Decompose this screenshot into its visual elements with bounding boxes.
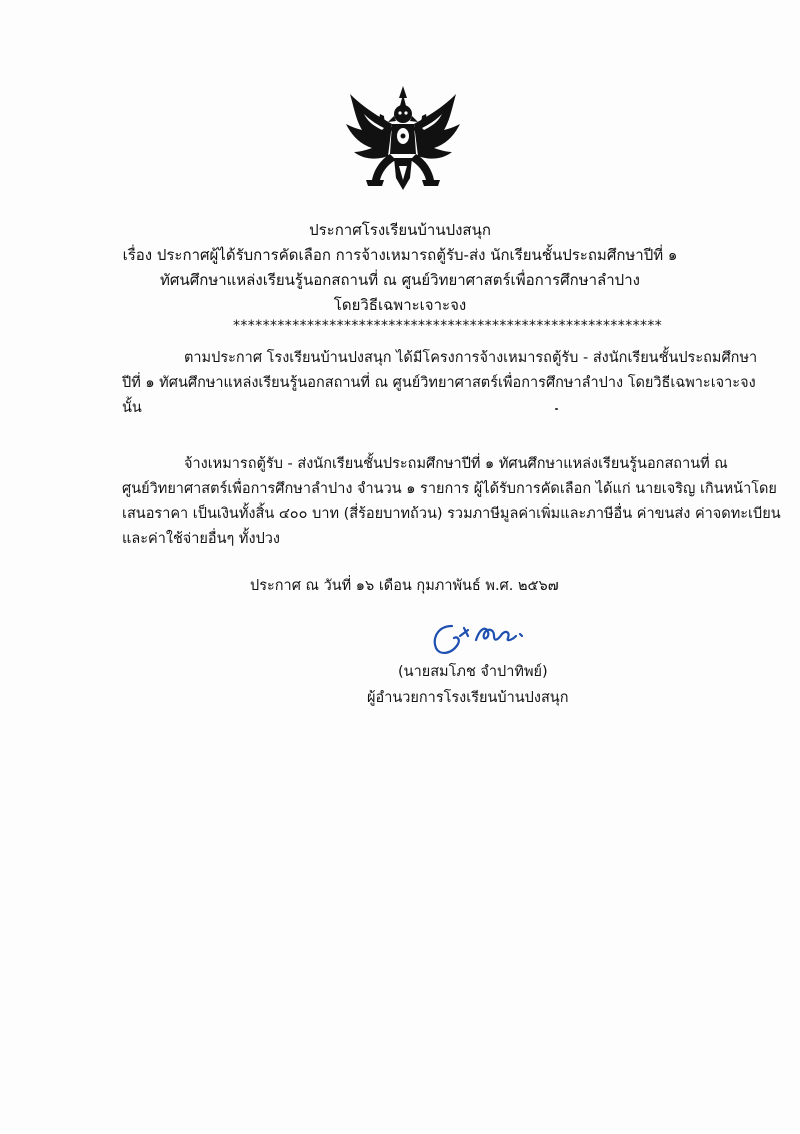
announcement-date: ประกาศ ณ วันที่ ๑๖ เดือน กุมภาพันธ์ พ.ศ. ๒๕๖๗ bbox=[250, 578, 559, 594]
paragraph-2-line-2: ศูนย์วิทยาศาสตร์เพื่อการศึกษาลำปาง จำนวน ๑ รายการ ผู้ได้รับการคัดเลือก ได้แก่ นายเจริญ เกินหน้าโดย bbox=[122, 481, 777, 497]
garuda-emblem-icon bbox=[344, 84, 462, 196]
subject-line-1: เรื่อง ประกาศผู้ได้รับการคัดเลือก การจ้างเหมารถตู้รับ-ส่ง นักเรียนชั้นประถมศึกษาปีที่ ๑ bbox=[122, 246, 678, 264]
paragraph-1-line-1: ตามประกาศ โรงเรียนบ้านปงสนุก ได้มีโครงการจ้างเหมารถตู้รับ - ส่งนักเรียนชั้นประถมศึกษา bbox=[184, 350, 758, 366]
subject-line-2: ทัศนศึกษาแหล่งเรียนรู้นอกสถานที่ ณ ศูนย์วิทยาศาสตร์เพื่อการศึกษาลำปาง bbox=[160, 271, 640, 289]
signer-name: (นายสมโภช จำปาทิพย์) bbox=[398, 664, 548, 680]
scan-speck bbox=[555, 408, 558, 410]
handwritten-signature bbox=[428, 616, 528, 658]
paragraph-1-line-3: นั้น bbox=[122, 400, 142, 416]
separator-line: ********************************************************** bbox=[233, 318, 663, 334]
paragraph-2-line-4: และค่าใช้จ่ายอื่นๆ ทั้งปวง bbox=[122, 531, 280, 547]
paragraph-2-line-1: จ้างเหมารถตู้รับ - ส่งนักเรียนชั้นประถมศึกษาปีที่ ๑ ทัศนศึกษาแหล่งเรียนรู้นอกสถานที่ ณ bbox=[184, 456, 728, 472]
paragraph-2-line-3: เสนอราคา เป็นเงินทั้งสิ้น ๔๐๐ บาท (สี่ร้อยบาทถ้วน) รวมภาษีมูลค่าเพิ่มและภาษีอื่น ค่าขนส่ง ค่าจดทะเบียน bbox=[122, 506, 781, 522]
document-title: ประกาศโรงเรียนบ้านปงสนุก bbox=[309, 221, 491, 239]
paragraph-1-line-2: ปีที่ ๑ ทัศนศึกษาแหล่งเรียนรู้นอกสถานที่ ณ ศูนย์วิทยาศาสตร์เพื่อการศึกษาลำปาง โดยวิธีเฉพาะเจาะจง bbox=[122, 375, 756, 391]
subject-line-3: โดยวิธีเฉพาะเจาะจง bbox=[333, 296, 467, 314]
signer-position: ผู้อำนวยการโรงเรียนบ้านปงสนุก bbox=[367, 690, 569, 706]
